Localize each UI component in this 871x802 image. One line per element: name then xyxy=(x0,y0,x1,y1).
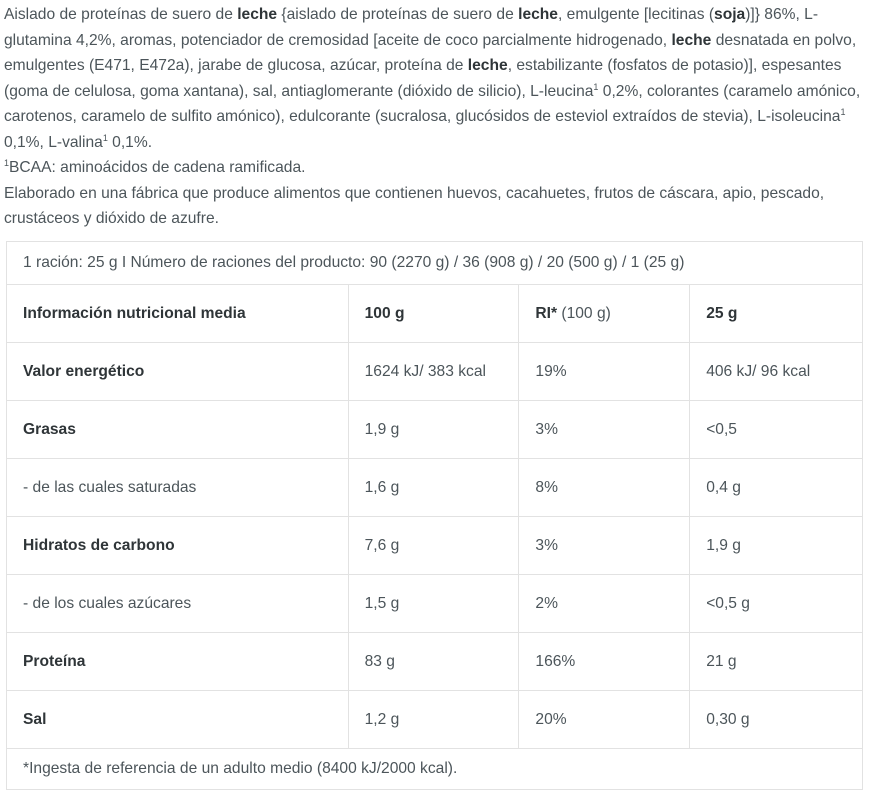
factory-note: Elaborado en una fábrica que produce alimentos que contienen huevos, cacahuetes, frutos de cáscara, apio, pescado, crustáceos y dióxido de azufre. xyxy=(4,184,825,227)
row-per-25g: <0,5 g xyxy=(690,575,863,633)
row-per-25g: 406 kJ/ 96 kcal xyxy=(690,343,863,401)
row-per-100g: 7,6 g xyxy=(348,517,519,575)
table-row xyxy=(7,459,863,517)
header-ri xyxy=(519,285,690,343)
ri-footnote: *Ingesta de referencia de un adulto medio (8400 kJ/2000 kcal). xyxy=(7,749,863,790)
footnote-marker: 1 xyxy=(4,158,10,168)
serving-info: 1 ración: 25 g I Número de raciones del producto: 90 (2270 g) / 36 (908 g) / 20 (500 g) / 1 (25 g) xyxy=(7,242,863,285)
row-per-100g: 1,9 g xyxy=(348,401,519,459)
row-per-25g: 1,9 g xyxy=(690,517,863,575)
row-label: Grasas xyxy=(7,401,349,459)
row-per-25g: 0,30 g xyxy=(690,691,863,749)
ingredients-fragment: 0,1%. xyxy=(107,133,153,151)
header-label: Información nutricional media xyxy=(7,285,349,343)
table-row xyxy=(7,575,863,633)
ingredients-list xyxy=(4,2,866,155)
allergen-highlight: leche xyxy=(671,31,712,49)
row-per-25g: 0,4 g xyxy=(690,459,863,517)
row-ri: 19% xyxy=(519,343,690,401)
table-row xyxy=(7,633,863,691)
ingredients-fragment: 0,1%, L-valina xyxy=(4,133,103,151)
header-per-25g: 25 g xyxy=(690,285,863,343)
allergen-highlight: leche xyxy=(237,6,278,23)
footnote-row xyxy=(7,749,863,790)
row-label: - de las cuales saturadas xyxy=(7,459,349,517)
table-row xyxy=(7,691,863,749)
table-header-row xyxy=(7,285,863,343)
ingredients-fragment: desnatada en polvo, emulgentes (E471, E472a), jarabe de glucosa, azúcar, proteína de xyxy=(4,31,857,74)
ingredients-fragment: 0,2%, colorantes (caramelo amónico, carotenos, caramelo de sulfito amónico), edulcorante (sucralosa, glucósidos de esteviol extraídos de stevia), L-isoleucina xyxy=(4,82,861,125)
ingredients-fragment: Aislado de proteínas de suero de xyxy=(4,6,238,23)
bcaa-note xyxy=(4,155,866,181)
table-row xyxy=(7,343,863,401)
ingredients-fragment: , estabilizante (fosfatos de potasio)], espesantes (goma de celulosa, goma xantana), sal, antiaglomerante (dióxido de silicio), L-leucina xyxy=(4,57,842,100)
ingredients-fragment: , emulgente [lecitinas ( xyxy=(558,6,715,23)
row-label: - de los cuales azúcares xyxy=(7,575,349,633)
footnote-marker: 1 xyxy=(840,107,846,117)
allergen-highlight: leche xyxy=(467,57,508,74)
row-label: Proteína xyxy=(7,633,349,691)
row-label: Hidratos de carbono xyxy=(7,517,349,575)
header-ri-bold: RI* xyxy=(535,304,558,322)
row-per-25g: <0,5 xyxy=(690,401,863,459)
row-per-100g: 1,5 g xyxy=(348,575,519,633)
footnote-marker: 1 xyxy=(593,81,599,92)
row-label: Valor energético xyxy=(7,343,349,401)
allergen-highlight: leche xyxy=(518,6,558,23)
header-per-100g: 100 g xyxy=(348,285,519,343)
row-per-100g: 1,6 g xyxy=(348,459,519,517)
bcaa-text: BCAA: aminoácidos de cadena ramificada. xyxy=(9,159,306,176)
row-per-100g: 1624 kJ/ 383 kcal xyxy=(348,343,519,401)
row-ri: 8% xyxy=(519,459,690,517)
table-row xyxy=(7,401,863,459)
row-ri: 2% xyxy=(519,575,690,633)
ingredients-fragment: )]} 86%, L-glutamina 4,2%, aromas, potenciador de cremosidad [aceite de coco parcialmente hidrogenado, xyxy=(4,6,819,49)
row-ri: 166% xyxy=(519,633,690,691)
allergen-highlight: soja xyxy=(714,6,746,23)
footnote-marker: 1 xyxy=(102,132,108,143)
ingredients-text xyxy=(4,2,866,232)
row-per-100g: 83 g xyxy=(348,633,519,691)
row-per-100g: 1,2 g xyxy=(348,691,519,749)
row-ri: 3% xyxy=(519,517,690,575)
header-ri-rest: (100 g) xyxy=(557,304,611,322)
row-label: Sal xyxy=(7,691,349,749)
table-row xyxy=(7,517,863,575)
serving-info-row xyxy=(7,242,863,285)
ingredients-fragment: {aislado de proteínas de suero de xyxy=(277,6,519,23)
row-ri: 20% xyxy=(519,691,690,749)
row-ri: 3% xyxy=(519,401,690,459)
nutrition-table xyxy=(6,241,863,790)
row-per-25g: 21 g xyxy=(690,633,863,691)
